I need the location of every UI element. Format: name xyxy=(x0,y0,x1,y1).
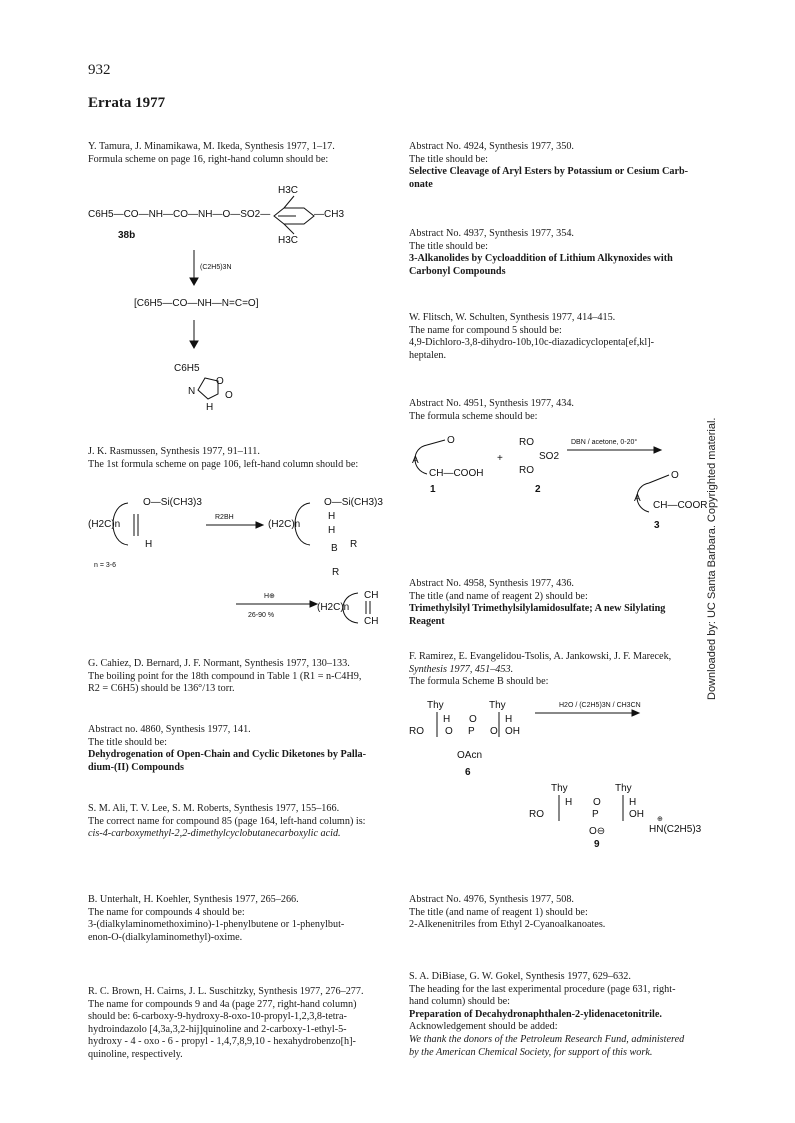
citation: F. Ramirez, E. Evangelidou-Tsolis, A. Jankowski, J. F. Marecek, xyxy=(409,651,672,662)
reaction-arrow xyxy=(256,522,263,528)
corrected-title: dium-(II) Compounds xyxy=(88,761,184,773)
citation: J. K. Rasmussen, Synthesis 1977, 91–111. xyxy=(88,446,260,457)
corrected-title: onate xyxy=(409,178,433,190)
erratum-text: The formula Scheme B should be: xyxy=(409,676,549,688)
reaction-arrow xyxy=(190,341,198,348)
conditions-label: H2O / (C2H5)3N / CH3CN xyxy=(559,702,641,709)
citation: Y. Tamura, J. Minamikawa, M. Ikeda, Synthesis 1977, 1–17. xyxy=(88,141,335,152)
ring-a-label: A xyxy=(634,493,641,504)
scheme-ramirez xyxy=(409,695,709,850)
erratum-text: hydroindazolo [4,3a,3,2-hij]quinoline and 2-carboxy-1-ethyl-5- xyxy=(88,1023,347,1035)
phosphoryl-oxygen-label: O xyxy=(469,714,477,725)
h-label: H xyxy=(565,797,573,808)
erratum-text: R2 = C6H5) should be 136°/13 torr. xyxy=(88,683,235,695)
ch-label: CH xyxy=(364,590,379,601)
thymine-label: Thy xyxy=(489,700,506,711)
h3c-bottom-label: H3C xyxy=(278,235,299,246)
citation: S. A. DiBiase, G. W. Gokel, Synthesis 1977, 629–632. xyxy=(409,971,631,982)
ch3-label: —CH3 xyxy=(314,209,345,220)
r-label: R xyxy=(350,539,358,550)
erratum-text: Acknowledgement should be added: xyxy=(409,1021,558,1033)
erratum-text: Formula scheme on page 16, right-hand column should be: xyxy=(88,153,329,165)
erratum-text: should be: 6-carboxy-9-hydroxy-8-oxo-10-propyl-1,2,3,8-tetra- xyxy=(88,1011,347,1023)
phosphorus-label: P xyxy=(468,726,475,737)
compound-label-38b: 38b xyxy=(118,230,136,241)
citation: Abstract No. 4976, Synthesis 1977, 508. xyxy=(409,894,574,905)
erratum-text: The boiling point for the 18th compound in Table 1 (R1 = n-C4H9, xyxy=(88,670,362,682)
erratum-4860 xyxy=(88,724,388,774)
page-title: Errata 1977 xyxy=(88,95,166,111)
erratum-unterhalt xyxy=(88,894,388,944)
ketone-oxygen-label: O xyxy=(447,435,455,446)
erratum-tamura xyxy=(88,141,388,166)
vinyl-h-label: H xyxy=(145,539,153,550)
oh-label: OH xyxy=(629,809,644,820)
thymine-label: Thy xyxy=(551,783,568,794)
corrected-title: Reagent xyxy=(409,615,445,627)
erratum-text: The title should be: xyxy=(409,153,488,165)
citation: Abstract No. 4924, Synthesis 1977, 350. xyxy=(409,141,574,152)
citation: S. M. Ali, T. V. Lee, S. M. Roberts, Synthesis 1977, 155–166. xyxy=(88,803,340,814)
erratum-text: The heading for the last experimental procedure (page 631, right- xyxy=(409,983,676,995)
anionic-oxygen-label: O⊖ xyxy=(589,826,606,837)
nh-hydrogen-label: H xyxy=(206,402,214,413)
compound-label-9: 9 xyxy=(594,839,600,850)
conditions-label: DBN / acetone, 0-20° xyxy=(571,439,638,446)
corrected-title: Dehydrogenation of Open-Chain and Cyclic Diketones by Palla- xyxy=(88,749,367,761)
citation: B. Unterhalt, H. Koehler, Synthesis 1977, 265–266. xyxy=(88,894,299,905)
ketone-oxygen-label: O xyxy=(671,470,679,481)
corrected-name: enon-O-(dialkylaminomethyl)-oxime. xyxy=(88,931,243,943)
plus-sign: + xyxy=(497,453,503,464)
corrected-name: cis-4-carboxymethyl-2,2-dimethylcyclobutanecarboxylic acid. xyxy=(88,828,341,840)
osime3-label: O—Si(CH3)3 xyxy=(143,497,202,508)
erratum-text: The name for compounds 9 and 4a (page 277, right-hand column) xyxy=(88,998,357,1010)
phosphate-oxygen-label: O xyxy=(490,726,498,737)
reaction-arrow xyxy=(654,447,661,453)
citation-journal: Synthesis 1977, 451–453. xyxy=(409,663,514,675)
h-label: H xyxy=(443,714,451,725)
erratum-ali xyxy=(88,803,388,841)
yield-label: 26-90 % xyxy=(248,612,275,619)
thymine-label: Thy xyxy=(615,783,632,794)
reaction-arrow xyxy=(632,710,639,716)
erratum-4951 xyxy=(409,398,709,423)
download-watermark: Downloaded by: UC Santa Barbara. Copyrighted material. xyxy=(706,417,718,700)
ring-size-label: (H2C)n xyxy=(317,602,350,613)
erratum-text: The title (and name of reagent 1) should be: xyxy=(409,906,588,918)
acid-group-label: CH—COOH xyxy=(429,468,484,479)
scheme-rasmussen xyxy=(88,487,388,627)
ro-label: RO xyxy=(529,809,544,820)
citation: R. C. Brown, H. Cairns, J. L. Suschitzky, Synthesis 1977, 276–277. xyxy=(88,986,364,997)
erratum-4976 xyxy=(409,894,709,932)
ammonium-label: HN(C2H5)3 xyxy=(649,824,702,835)
h-label: H xyxy=(629,797,637,808)
ring-size-label: (H2C)n xyxy=(88,519,121,530)
boron-label: B xyxy=(331,543,338,554)
compound-label-6: 6 xyxy=(465,767,471,778)
h-label: H xyxy=(505,714,513,725)
h-label: H xyxy=(328,511,336,522)
oh-label: OH xyxy=(505,726,520,737)
citation: Abstract no. 4860, Synthesis 1977, 141. xyxy=(88,724,251,735)
phosphate-oxygen-label: O xyxy=(445,726,453,737)
erratum-4924 xyxy=(409,141,709,191)
reagent-label: (C2H5)3N xyxy=(200,264,232,271)
oxadiazolone-ring xyxy=(198,378,218,399)
reagent-label: R2BH xyxy=(215,514,234,521)
erratum-text: hand column) should be: xyxy=(409,996,511,1008)
citation: W. Flitsch, W. Schulten, Synthesis 1977, 414–415. xyxy=(409,312,616,323)
ch-label: CH xyxy=(364,616,379,627)
erratum-text: quinoline, respectively. xyxy=(88,1048,183,1060)
erratum-text: The name for compound 5 should be: xyxy=(409,324,562,336)
ro-label: RO xyxy=(519,465,534,476)
phosphorus-label: P xyxy=(592,809,599,820)
compound-label-2: 2 xyxy=(535,484,541,495)
so2-label: SO2 xyxy=(539,451,560,462)
corrected-title: 3-Alkanolides by Cycloaddition of Lithium Alkynoxides with xyxy=(409,253,673,265)
ro-label: RO xyxy=(409,726,424,737)
isocyanate-label: [C6H5—CO—NH—N=C=O] xyxy=(134,298,259,309)
erratum-4937 xyxy=(409,228,709,278)
erratum-text: The title (and name of reagent 2) should be: xyxy=(409,590,588,602)
corrected-title: Carbonyl Compounds xyxy=(409,265,506,277)
erratum-dibiase xyxy=(409,971,709,1059)
corrected-name: 4,9-Dichloro-3,8-dihydro-10b,10c-diazadicyclopenta[ef,kl]- xyxy=(409,337,654,349)
ro-label: RO xyxy=(519,437,534,448)
erratum-text: The correct name for compound 85 (page 164, left-hand column) is: xyxy=(88,815,366,827)
acknowledgement-text: We thank the donors of the Petroleum Research Fund, administered xyxy=(409,1033,685,1045)
corrected-name: heptalen. xyxy=(409,349,447,361)
citation: Abstract No. 4937, Synthesis 1977, 354. xyxy=(409,228,574,239)
ring-size-label: (H2C)n xyxy=(268,519,301,530)
ring-oxygen-label: O xyxy=(216,376,224,387)
carbonyl-oxygen-label: O xyxy=(225,390,233,401)
erratum-text: The title should be: xyxy=(409,240,488,252)
ester-group-label: CH—COOR xyxy=(653,500,708,511)
thymine-label: Thy xyxy=(427,700,444,711)
compound-label-1: 1 xyxy=(430,484,436,495)
corrected-title: Selective Cleavage of Aryl Esters by Potassium or Cesium Carb- xyxy=(409,166,689,178)
r-label: R xyxy=(332,567,340,578)
erratum-text: hydroxy - 4 - oxo - 6 - propyl - 1,4,7,8,9,10 - hexahydrobenzo[h]- xyxy=(88,1036,356,1048)
osime3-label: O—Si(CH3)3 xyxy=(324,497,383,508)
phosphoryl-oxygen-label: O xyxy=(593,797,601,808)
erratum-ramirez xyxy=(409,651,709,689)
citation: Abstract No. 4958, Synthesis 1977, 436. xyxy=(409,578,574,589)
erratum-flitsch xyxy=(409,312,709,362)
corrected-heading: Preparation of Decahydronaphthalen-2-ylidenacetonitrile. xyxy=(409,1008,662,1020)
main-chain-label: C6H5—CO—NH—CO—NH—O—SO2— xyxy=(88,209,271,220)
corrected-title: 2-Alkenenitriles from Ethyl 2-Cyanoalkanoates. xyxy=(409,919,606,931)
scheme-tamura xyxy=(88,180,388,415)
h-label: H xyxy=(328,525,336,536)
corrected-name: 3-(dialkylaminomethoximino)-1-phenylbutene or 1-phenylbut- xyxy=(88,919,345,931)
ring-a-label: A xyxy=(412,455,419,466)
acknowledgement-text: by the American Chemical Society, for support of this work. xyxy=(409,1046,653,1058)
page-number: 932 xyxy=(88,62,111,78)
citation: G. Cahiez, D. Bernard, J. F. Normant, Synthesis 1977, 130–133. xyxy=(88,658,350,669)
reaction-arrow xyxy=(310,601,317,607)
erratum-text: The name for compounds 4 should be: xyxy=(88,906,245,918)
erratum-4958 xyxy=(409,578,709,628)
erratum-text: The formula scheme should be: xyxy=(409,410,538,422)
erratum-brown xyxy=(88,986,388,1062)
citation: Abstract No. 4951, Synthesis 1977, 434. xyxy=(409,398,574,409)
ring-nitrogen-label: N xyxy=(188,386,196,397)
acetonyl-label: OAcn xyxy=(457,750,483,761)
erratum-cahiez xyxy=(88,658,388,696)
scheme-4951 xyxy=(409,430,709,545)
erratum-text: The 1st formula scheme on page 106, left-hand column should be: xyxy=(88,458,359,470)
cation-charge-label: ⊕ xyxy=(657,816,663,823)
c6h5-label: C6H5 xyxy=(174,363,200,374)
compound-label-3: 3 xyxy=(654,520,660,531)
erratum-text: The title should be: xyxy=(88,736,167,748)
reaction-arrow xyxy=(190,278,198,285)
ring-size-range: n = 3-6 xyxy=(94,562,116,569)
h3c-top-label: H3C xyxy=(278,185,299,196)
corrected-title: Trimethylsilyl Trimethylsilylamidosulfate; A new Silylating xyxy=(409,603,666,615)
erratum-rasmussen xyxy=(88,446,388,471)
acid-label: H⊕ xyxy=(264,593,275,600)
